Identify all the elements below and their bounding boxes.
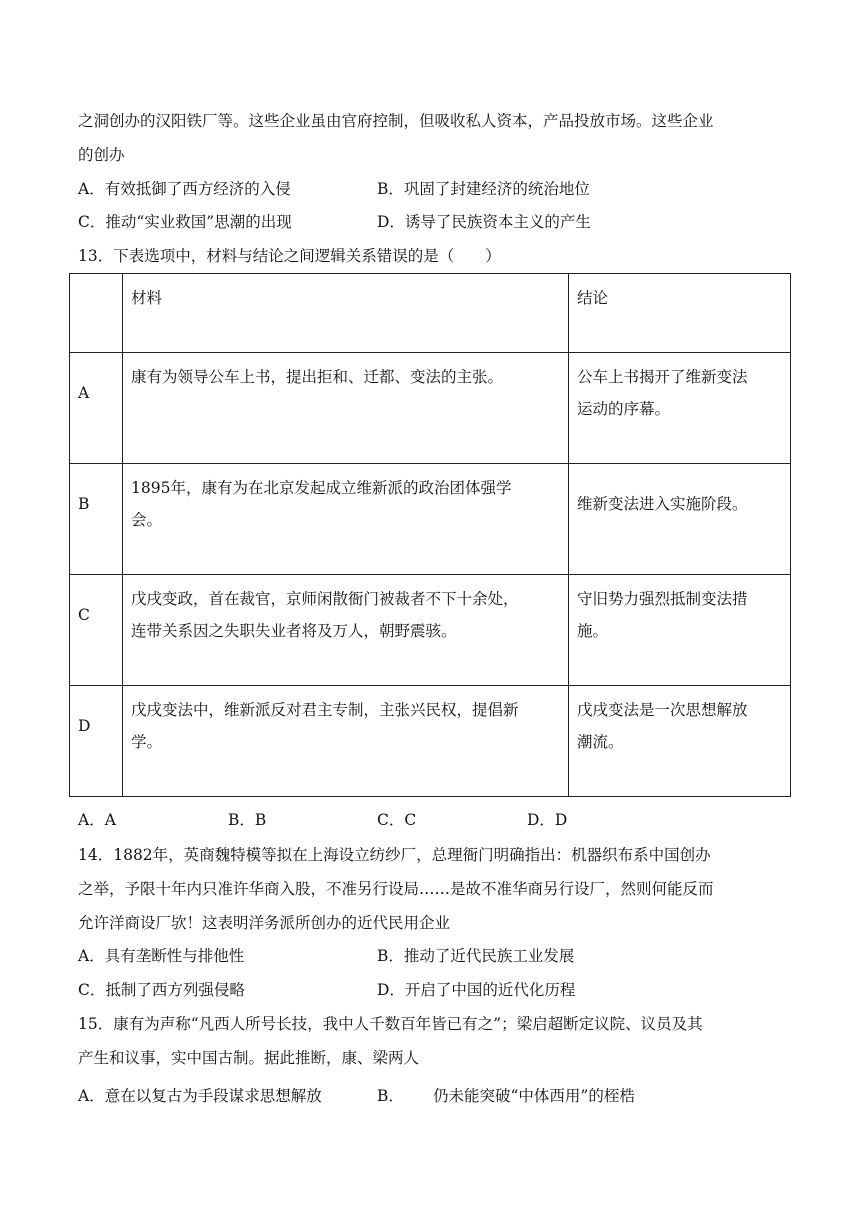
row-label-cell: [70, 464, 123, 575]
q13-option-d: D．D: [527, 811, 568, 829]
q15-option-b-letter: B．: [377, 1087, 404, 1105]
row-material-cell: [123, 686, 569, 797]
row-material-line: 戊戌变法中，维新派反对君主专制，主张兴民权，提倡新: [131, 701, 519, 719]
q15-stem-line-1: 15．康有为声称“凡西人所号长技，我中人千数百年皆已有之”；梁启超断定议院、议员及其: [78, 1015, 703, 1033]
table-row: [70, 353, 791, 464]
row-conclusion-cell: [569, 464, 791, 575]
row-conclusion-line: 潮流。: [577, 733, 624, 751]
row-material-cell: [123, 353, 569, 464]
row-conclusion-line: 运动的序幕。: [577, 400, 671, 418]
q14-option-d: D．开启了中国的近代化历程: [377, 981, 576, 999]
table-row: [70, 686, 791, 797]
q12-option-c: C．推动“实业救国”思潮的出现: [78, 213, 292, 231]
row-label: C: [78, 606, 90, 624]
table-header-row: [70, 274, 791, 353]
row-label-cell: [70, 686, 123, 797]
q15-stem-line-2: 产生和议事，实中国古制。据此推断，康、梁两人: [78, 1049, 420, 1067]
q14-option-a: A．具有垄断性与排他性: [78, 947, 245, 965]
q14-stem-line-3: 允许洋商设厂欤！这表明洋务派所创办的近代民用企业: [78, 914, 451, 932]
row-conclusion-line: 守旧势力强烈抵制变法措: [577, 590, 748, 608]
row-conclusion-cell: [569, 575, 791, 686]
q15-option-b-text: 仍未能突破“中体西用”的桎梏: [433, 1087, 635, 1105]
q14-option-c: C．抵制了西方列强侵略: [78, 981, 245, 999]
q12-stem-line-2: 的创办: [78, 146, 125, 164]
header-material-cell: [123, 274, 569, 353]
row-material-line: 戊戌变政，首在裁官，京师闲散衙门被裁者不下十余处，: [131, 590, 519, 608]
row-conclusion-line: 戊戌变法是一次思想解放: [577, 701, 748, 719]
row-label: D: [78, 717, 91, 735]
row-material-line: 康有为领导公车上书，提出拒和、迁都、变法的主张。: [131, 368, 504, 386]
row-material-line: 1895年，康有为在北京发起成立维新派的政治团体强学: [131, 479, 512, 497]
q12-option-b: B．巩固了封建经济的统治地位: [377, 180, 590, 198]
q13-option-c: C．C: [377, 811, 417, 829]
q13-option-b: B．B: [228, 811, 267, 829]
row-material-line: 学。: [131, 733, 163, 751]
row-conclusion-cell: [569, 353, 791, 464]
row-label: A: [78, 384, 90, 402]
q13-table: [69, 273, 791, 797]
table-row: [70, 464, 791, 575]
header-conclusion-cell: [569, 274, 791, 353]
q14-option-b: B．推动了近代民族工业发展: [377, 947, 575, 965]
row-material-line: 会。: [131, 511, 163, 529]
row-label-cell: [70, 353, 123, 464]
row-material-cell: [123, 464, 569, 575]
q13-option-a: A．A: [78, 811, 116, 829]
q15-option-a: A．意在以复古为手段谋求思想解放: [78, 1087, 322, 1105]
header-label-cell: [70, 274, 123, 353]
header-material: 材料: [131, 289, 163, 307]
q12-option-a: A．有效抵御了西方经济的入侵: [78, 180, 291, 198]
row-label: B: [78, 495, 90, 513]
table-row: [70, 575, 791, 686]
q14-stem-line-2: 之举，予限十年内只准许华商入股，不准另行设局……是故不准华商另行设厂，然则何能反而: [78, 880, 714, 898]
row-material-line: 连带关系因之失职失业者将及万人，朝野震骇。: [131, 622, 457, 640]
q12-stem-line-1: 之洞创办的汉阳铁厂等。这些企业虽由官府控制，但吸收私人资本，产品投放市场。这些企业: [78, 112, 714, 130]
row-material-cell: [123, 575, 569, 686]
header-conclusion: 结论: [577, 289, 609, 307]
row-label-cell: [70, 575, 123, 686]
q13-stem: 13．下表选项中，材料与结论之间逻辑关系错误的是（ ）: [78, 247, 501, 265]
q14-stem-line-1: 14．1882年，英商魏特模等拟在上海设立纺纱厂，总理衙门明确指出：机器织布系中国创办: [78, 846, 711, 864]
q12-option-d: D．诱导了民族资本主义的产生: [377, 213, 591, 231]
row-conclusion-line: 施。: [577, 622, 609, 640]
row-conclusion-line: 公车上书揭开了维新变法: [577, 368, 748, 386]
row-conclusion-line: 维新变法进入实施阶段。: [577, 495, 748, 513]
row-conclusion-cell: [569, 686, 791, 797]
